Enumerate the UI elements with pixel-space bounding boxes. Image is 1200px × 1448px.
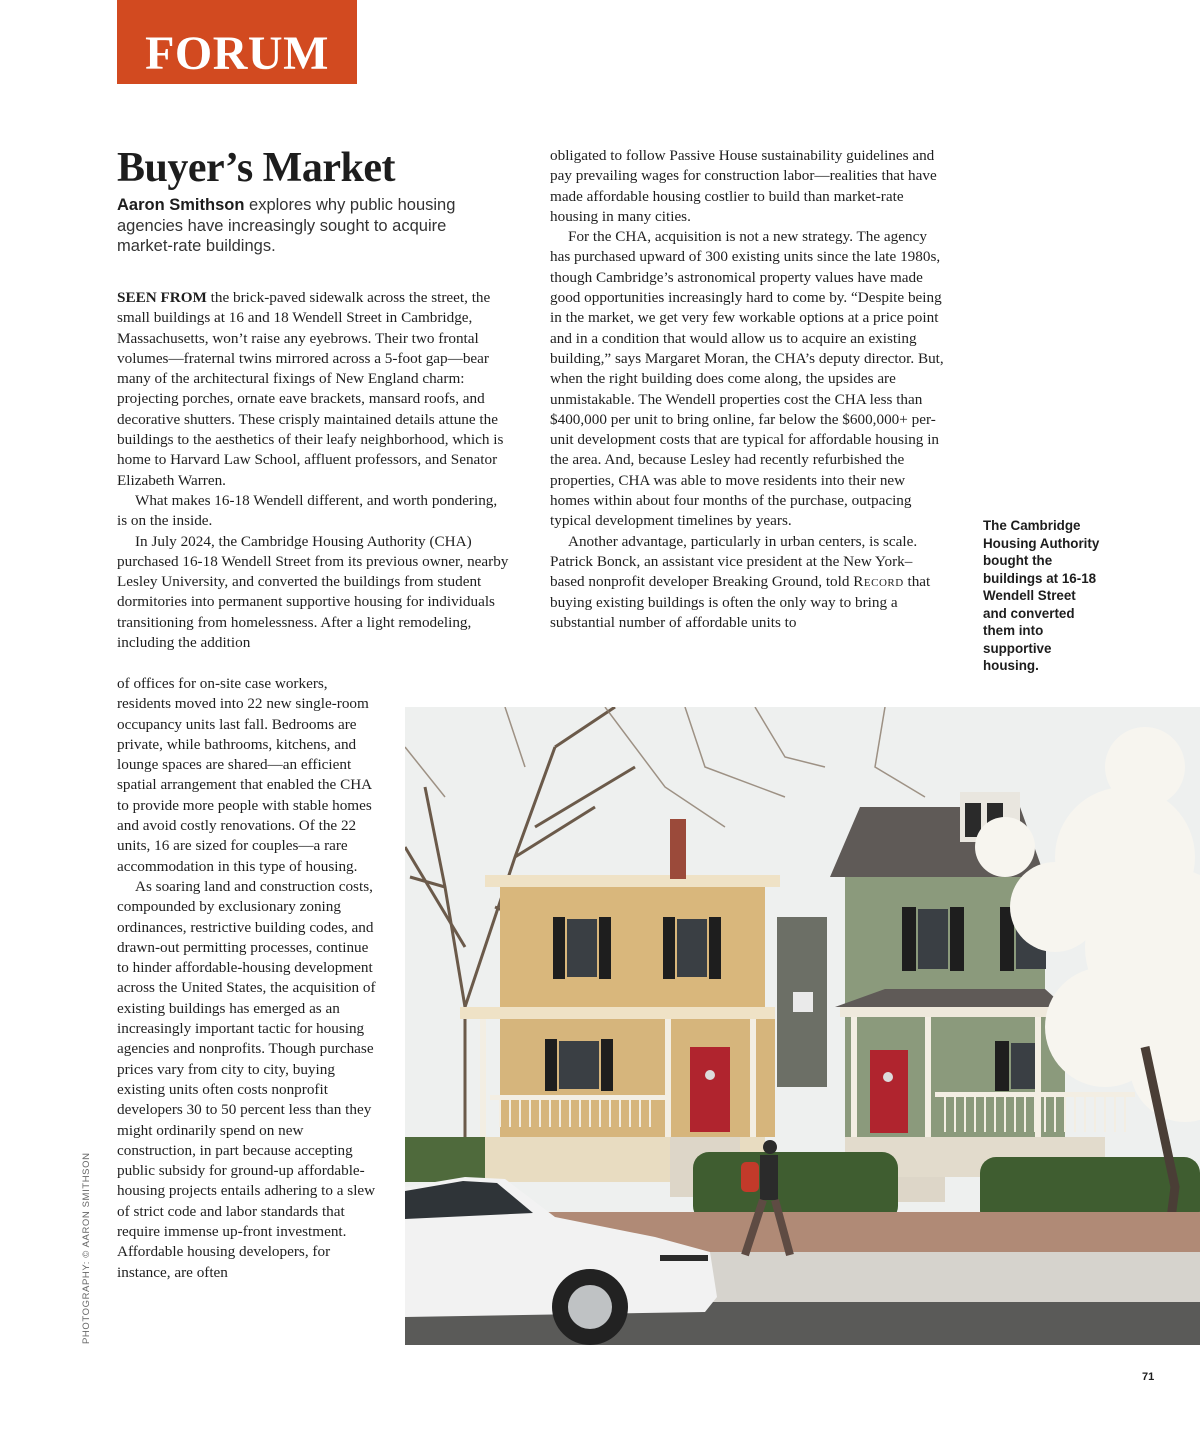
paragraph-text: Another advantage, particularly in urban centers, is scale. Patrick Bonck, an assistant vice president at the New York–based nonprofit developer Breaking Ground, told <box>550 532 918 591</box>
body-paragraph: In July 2024, the Cambridge Housing Authority (CHA) purchased 16-18 Wendell Street from its previous owner, nearby Lesley University, and converted the buildings from student dormitories into permanent supportive housing for individuals transitioning from homelessness. After a light remodeling, including the addition <box>117 532 509 652</box>
dek <box>117 195 487 257</box>
paragraph-text: that buying existing buildings is often the only way to bring a substantial number of affordable units to <box>550 573 931 631</box>
publication-name: Record <box>853 573 904 591</box>
body-column-left-upper <box>117 288 509 653</box>
headline: Buyer’s Market <box>117 145 395 191</box>
section-tag <box>117 0 357 84</box>
body-column-right <box>550 146 945 633</box>
photo-caption: The Cambridge Housing Authority bought the buildings at 16-18 Wendell Street and converted them into supportive housing. <box>983 518 1100 673</box>
section-tag-label: FORUM <box>145 27 329 80</box>
body-paragraph: As soaring land and construction costs, compounded by exclusionary zoning ordinances, restrictive building codes, and drawn-out permitting processes, continue to hinder affordable-housing development across the United States, the acquisition of existing buildings has emerged as an increasingly important tactic for housing agencies and nonprofits. Though purchase prices vary from city to city, buying existing units often costs nonprofit developers 30 to 50 percent less than they might ordinarily spend on new construction, in part because accepting public subsidy for ground-up affordable-housing projects entails adhering to a slew of strict code and labor standards that require immense up-front investment. Affordable housing developers, for instance, are often <box>117 877 376 1281</box>
photo-credit: PHOTOGRAPHY: © AARON SMITHSON <box>81 1152 92 1344</box>
paragraph-text: the brick-paved sidewalk across the street, the small buildings at 16 and 18 Wendell Street in Cambridge, Massachusetts, won’t raise any eyebrows. Their two frontal volumes—fraternal twins mirrored across a 5-foot gap—bear many of the architectural fixings of New England charm: projecting porches, ornate eave brackets, mansard roofs, and decorative shutters. These crisply maintained details attune the buildings to the aesthetics of their leafy neighborhood, which is home to Harvard Law School, affluent professors, and Senator Elizabeth Warren. <box>117 289 504 489</box>
photo-illustration <box>405 707 1200 1345</box>
page-number: 71 <box>1142 1371 1155 1383</box>
dek-text: explores why public housing agencies have increasingly sought to acquire market-rate buildings. <box>117 196 456 255</box>
body-paragraph <box>117 288 509 491</box>
photo-wendell-street-houses <box>405 707 1200 1345</box>
body-paragraph: obligated to follow Passive House sustainability guidelines and pay prevailing wages for construction labor—realities that have made affordable housing costlier to build than market-rate housing in many cities. <box>550 147 937 225</box>
body-paragraph <box>550 532 945 633</box>
body-paragraph: For the CHA, acquisition is not a new strategy. The agency has purchased upward of 300 existing units since the late 1980s, though Cambridge’s astronomical property values have made good opportunities increasingly hard to come by. “Despite being in the market, we get very few workable options at a price point and in a condition that would allow us to acquire an existing building,” says Margaret Moran, the CHA’s deputy director. But, when the right building does come along, the upsides are unmistakable. The Wendell properties cost the CHA less than $400,000 per unit to bring online, far below the $600,000+ per-unit development costs that are typical for affordable housing in the area. And, because Lesley had recently refurbished the properties, CHA was able to move residents into their new homes within about four months of the purchase, outpacing typical development timelines by years. <box>550 228 944 530</box>
body-paragraph: of offices for on-site case workers, residents moved into 22 new single-room occupancy units last fall. Bedrooms are private, while bathrooms, kitchens, and lounge spaces are shared—an efficient spatial arrangement that enabled the CHA to provide more people with stable homes and avoid costly renovations. Of the 22 units, 16 are sized for couples—a rare accommodation in this type of housing. <box>117 675 372 875</box>
lead-in: SEEN FROM <box>117 289 207 306</box>
body-paragraph: What makes 16-18 Wendell different, and worth pondering, is on the inside. <box>117 491 498 530</box>
body-column-left-lower <box>117 674 381 1283</box>
left-house <box>460 819 780 1197</box>
dek-author: Aaron Smithson <box>117 196 245 214</box>
